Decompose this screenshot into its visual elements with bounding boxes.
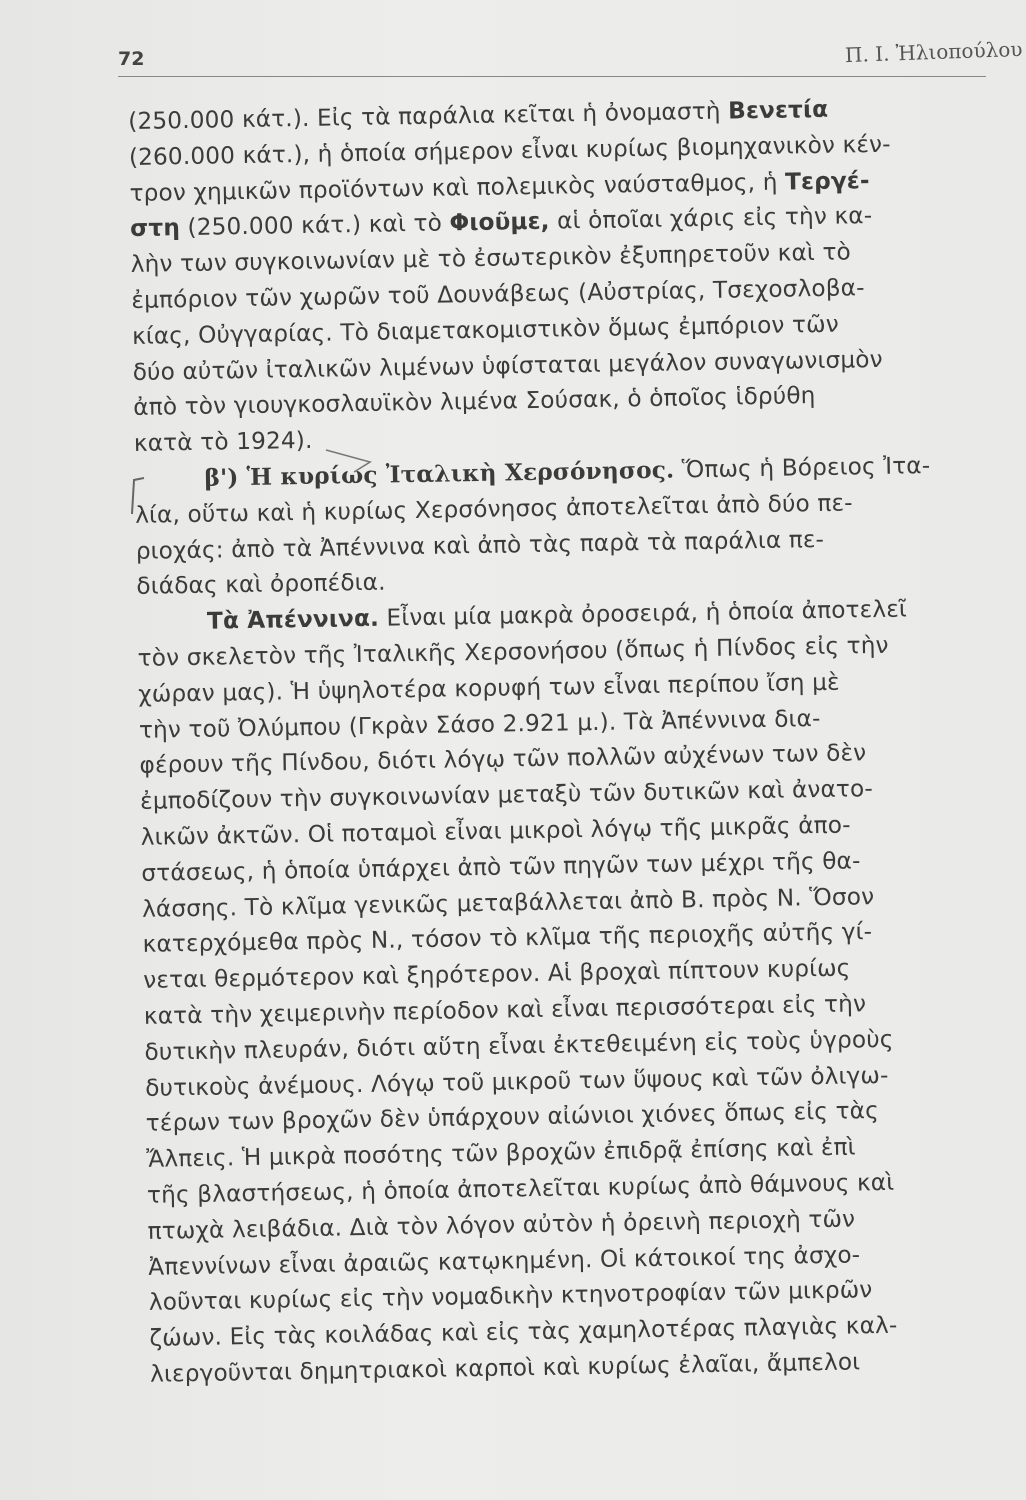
text-segment: λία, οὕτω καὶ ἡ κυρίως Χερσόνησος ἀποτελεῖται ἀπὸ δύο πε- (134, 489, 853, 529)
body-text (128, 89, 1025, 1393)
text-segment: Ὅπως ἡ Βόρειος Ἰτα- (673, 452, 931, 484)
bold-term: Βενετία (727, 95, 829, 125)
page-number: 72 (118, 48, 145, 70)
text-segment: λοῦνται κυρίως εἰς τὴν νομαδικὴν κτηνοτροφίαν τῶν μικρῶν (148, 1276, 873, 1317)
text-segment: τρον χημικῶν προϊόντων καὶ πολεμικὸς ναύσταθμος, ἡ (129, 168, 786, 207)
bold-term: Τὰ Ἀπέννινα. (206, 604, 380, 635)
bold-term: Τεργέ- (784, 166, 870, 196)
bold-term: στη (129, 214, 181, 243)
page-header (118, 36, 1024, 80)
text-segment: χώραν μας). Ἡ ὑψηλοτέρα κορυφή των εἶναι περίπου ἴση μὲ (138, 668, 840, 708)
text-segment: λάσσης. Τὸ κλῖμα γενικῶς μεταβάλλεται ἀπὸ Β. πρὸς Ν. Ὅσον (141, 882, 875, 923)
bold-term: Φιοῦμε, (449, 208, 550, 237)
text-segment: διάδας καὶ ὀροπέδια. (136, 568, 386, 601)
text-segment: κατερχόμεθα πρὸς Ν., τόσον τὸ κλῖμα τῆς περιοχῆς αὐτῆς γί- (142, 918, 873, 959)
text-segment: λὴν των συγκοινωνίαν μὲ τὸ ἐσωτερικὸν ἐξυπηρετοῦν καὶ τὸ (130, 238, 852, 279)
text-segment: τέρων των βροχῶν δὲν ὑπάρχουν αἰώνιοι χιόνες ὅπως εἰς τὰς (145, 1097, 880, 1138)
text-segment: (250.000 κάτ.) καὶ τὸ (179, 209, 450, 242)
text-segment: ζώων. Εἰς τὰς κοιλάδας καὶ εἰς τὰς χαμηλοτέρας πλαγιὰς καλ- (149, 1311, 898, 1352)
running-head: Π. Ι. Ἠλιοπούλου (845, 36, 1024, 68)
text-segment: (250.000 κάτ.). Εἰς τὰ παράλια κεῖται ἡ ὀνομαστὴ (128, 97, 729, 135)
text-segment: κατὰ τὴν χειμερινὴν περίοδον καὶ εἶναι περισσότεραι εἰς τὴν (143, 990, 867, 1030)
text-segment: Εἶναι μία μακρὰ ὀροσειρά, ἡ ὁποία ἀποτελεῖ (378, 595, 908, 632)
text-segment: δύο αὐτῶν ἰταλικῶν λιμένων ὑφίσταται μεγάλον συναγωνισμὸν (132, 345, 883, 386)
header-rule (118, 76, 986, 77)
text-segment: πτωχὰ λειβάδια. Διὰ τὸν λόγον αὐτὸν ἡ ὀρεινὴ περιοχὴ τῶν (147, 1205, 856, 1245)
text-segment: ἐμποδίζουν τὴν συγκοινωνίαν μεταξὺ τῶν δυτικῶν καὶ ἀνατο- (139, 775, 874, 816)
text-segment: (260.000 κάτ.), ἡ ὁποία σήμερον εἶναι κυρίως βιομηχανικὸν κέν- (128, 130, 891, 171)
text-segment: τὸν σκελετὸν τῆς Ἰταλικῆς Χερσονήσου (ὅπως ἡ Πίνδος εἰς τὴν (137, 631, 889, 672)
text-segment: δυτικοὺς ἀνέμους. Λόγῳ τοῦ μικροῦ των ὕψους καὶ τῶν ὀλιγω- (144, 1061, 889, 1102)
text-segment: δυτικὴν πλευράν, διότι αὕτη εἶναι ἐκτεθειμένη εἰς τοὺς ὑγροὺς (144, 1025, 894, 1066)
pen-mark-icon (324, 444, 384, 474)
text-segment: τῆς βλαστήσεως, ἡ ὁποία ἀποτελεῖται κυρίως ἀπὸ θάμνους καὶ (146, 1168, 895, 1209)
text-segment: νεται θερμότερον καὶ ξηρότερον. Αἱ βροχαὶ πίπτουν κυρίως (143, 954, 851, 994)
text-segment: λικῶν ἀκτῶν. Οἱ ποταμοὶ εἶναι μικροὶ λόγῳ τῆς μικρᾶς ἀπο- (140, 811, 851, 851)
section-heading: β') Ἡ κυρίως Ἰταλικὴ Χερσόνησος. (204, 456, 675, 492)
text-segment: τὴν τοῦ Ὀλύμπου (Γκρὰν Σάσο 2.921 μ.). Τὰ Ἀπέννινα δια- (138, 704, 821, 744)
text-segment: στάσεως, ἡ ὁποία ὑπάρχει ἀπὸ τῶν πηγῶν των μέχρι τῆς θα- (141, 847, 861, 887)
text-segment: κίας, Οὐγγαρίας. Τὸ διαμετακομιστικὸν ὅμως ἐμπόριον τῶν (131, 310, 840, 350)
text-segment: ἀπὸ τὸν γιουγκοσλαυϊκὸν λιμένα Σούσακ, ὁ ὁποῖος ἱδρύθη (133, 382, 816, 422)
text-segment: φέρουν τῆς Πίνδου, διότι λόγῳ τῶν πολλῶν αὐχένων των δὲν (139, 739, 867, 780)
text-segment: κατὰ τὸ 1924). (133, 427, 313, 458)
text-segment: ριοχάς: ἀπὸ τὰ Ἀπέννινα καὶ ἀπὸ τὰς παρὰ τὰ παράλια πε- (135, 525, 825, 565)
text-segment: ἐμπόριον τῶν χωρῶν τοῦ Δουνάβεως (Αὐστρίας, Τσεχοσλοβα- (131, 274, 865, 314)
text-segment: Ἀπεννίνων εἶναι ἀραιῶς κατῳκημένη. Οἱ κάτοικοί της ἀσχο- (148, 1240, 861, 1281)
text-segment: αἱ ὁποῖαι χάρις εἰς τὴν κα- (549, 202, 873, 236)
pen-bracket-icon (128, 476, 148, 516)
text-segment: λιεργοῦνται δημητριακοὶ καρποὶ καὶ κυρίως ἐλαῖαι, ἄμπελοι (149, 1348, 861, 1388)
text-segment: Ἄλπεις. Ἡ μικρὰ ποσότης τῶν βροχῶν ἐπιδρᾷ ἐπίσης καὶ ἐπὶ (146, 1133, 856, 1173)
